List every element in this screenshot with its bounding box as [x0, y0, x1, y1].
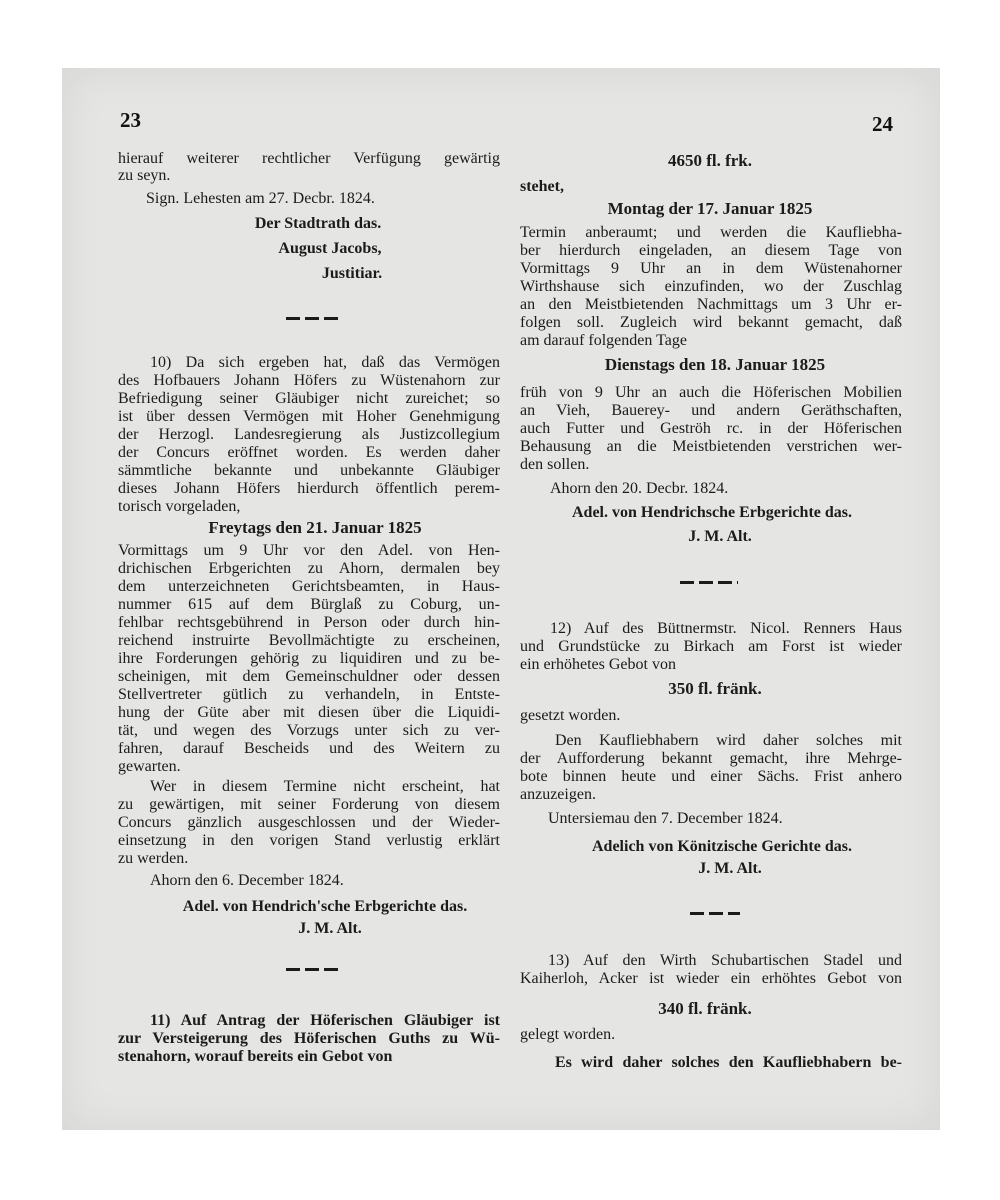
text-line: ber hierdurch eingeladen, an diesem Tage von [520, 242, 902, 259]
authority-line: Adel. von Hendrichsche Erbgerichte das. [572, 504, 852, 521]
text-line: zu werden. [118, 850, 189, 867]
right-column [520, 0, 902, 1140]
text-line: zu seyn. [118, 167, 171, 184]
text-line: den sollen. [520, 456, 590, 473]
text-line: der Herzogl. Landesregierung als Justizcollegium [118, 426, 500, 443]
signature-line: J. M. Alt. [688, 528, 752, 545]
signature-line: J. M. Alt. [298, 920, 362, 937]
text-line: fehlbar rechtsgebührend in Person oder durch hin- [118, 614, 500, 631]
text-line: am darauf folgenden Tage [520, 332, 687, 349]
text-line: und Grundstücke zu Birkach am Forst ist wieder [520, 638, 902, 655]
text-line: 10) Da sich ergeben hat, daß das Vermögen [150, 354, 500, 371]
section-divider [690, 912, 740, 915]
amount-line: 350 fl. fränk. [668, 679, 762, 698]
text-line: dem unterzeichneten Gerichtsbeamten, in Haus- [118, 578, 500, 595]
text-line: der Aufforderung bekannt gemacht, ihre Mehrge- [520, 750, 902, 767]
amount-line: 340 fl. fränk. [658, 999, 752, 1018]
text-line: zur Versteigerung des Höferischen Guths zu Wü- [118, 1030, 500, 1047]
text-line: Termin anberaumt; und werden die Kaufliebha- [520, 224, 902, 241]
text-line: einsetzung in den vorigen Stand verlustig erklärt [118, 832, 500, 849]
text-line: sämmtliche bekannte und unbekannte Gläubiger [118, 462, 500, 479]
text-line: bote binnen heute und einer Sächs. Frist anhero [520, 768, 902, 785]
section-divider [680, 581, 738, 584]
text-line: reichend instruirte Bevollmächtigte zu erscheinen, [118, 632, 500, 649]
text-line: gelegt worden. [520, 1026, 616, 1043]
text-line: hung der Güte aber mit diesen über die Liquidi- [118, 704, 500, 721]
page-number-left: 23 [120, 108, 141, 132]
signature-line: J. M. Alt. [698, 860, 762, 877]
text-line: Wirthshause sich einzufinden, wo der Zuschlag [520, 278, 902, 295]
text-line: gesetzt worden. [520, 707, 621, 724]
text-line: an Vieh, Bauerey- und andern Geräthschaften, [520, 402, 902, 419]
text-line: Kaiherloh, Acker ist wieder ein erhöhtes Gebot von [520, 970, 902, 987]
authority-line: Adel. von Hendrich'sche Erbgerichte das. [182, 898, 468, 915]
text-line: Es wird daher solches den Kaufliebhabern be- [555, 1054, 902, 1071]
text-line: Behausung an die Meistbietenden verstrichen wer- [520, 438, 902, 455]
signatory-title: Justitiar. [321, 265, 383, 282]
text-line: folgen soll. Zugleich wird bekannt gemacht, daß [520, 314, 902, 331]
left-column [118, 0, 500, 1140]
text-line: auch Futter und Geströh rc. in der Höferischen [520, 420, 902, 437]
text-line: scheinigen, mit dem Gemeinschuldner oder dessen [118, 668, 500, 685]
page-number-right: 24 [872, 112, 893, 136]
text-line: torisch vorgeladen, [118, 498, 241, 515]
text-line: 13) Auf den Wirth Schubartischen Stadel und [548, 952, 902, 969]
text-line: nummer 615 auf dem Bürglaß zu Coburg, un- [118, 596, 500, 613]
text-line: früh von 9 Uhr an auch die Höferischen Mobilien [520, 384, 902, 401]
text-line: zu gewärtigen, mit seiner Forderung von diesem [118, 796, 500, 813]
text-line: stehet, [520, 178, 564, 195]
date-heading: Montag der 17. Januar 1825 [607, 199, 813, 218]
text-line: Vormittags um 9 Uhr vor den Adel. von Hen- [118, 542, 500, 559]
text-line: hierauf weiterer rechtlicher Verfügung gewärtig [118, 150, 500, 167]
text-line: tät, und wegen des Vorzugs unter sich zu ver- [118, 722, 500, 739]
text-line: ein erhöhetes Gebot von [520, 656, 676, 673]
text-line: der Concurs eröffnet worden. Es werden daher [118, 444, 500, 461]
text-line: Stellvertreter gütlich zu verhandeln, in Entste- [118, 686, 500, 703]
place-date-line: Ahorn den 20. Decbr. 1824. [550, 480, 729, 497]
text-line: Wer in diesem Termine nicht erscheint, hat [150, 778, 500, 795]
text-line: Concurs gänzlich ausgeschlossen und der Wieder- [118, 814, 500, 831]
place-date-line: Ahorn den 6. December 1824. [150, 872, 344, 889]
text-line: Befriedigung seiner Gläubiger nicht zureichet; so [118, 390, 500, 407]
text-line: 11) Auf Antrag der Höferischen Gläubiger ist [150, 1012, 500, 1029]
text-line: 12) Auf des Büttnermstr. Nicol. Renners Haus [550, 620, 902, 637]
text-line: des Hofbauers Johann Höfers zu Wüstenahorn zur [118, 372, 500, 389]
text-line: an den Meistbietenden Nachmittags um 3 Uhr er- [520, 296, 902, 313]
date-heading: Dienstags den 18. Januar 1825 [604, 355, 826, 374]
section-divider [286, 317, 338, 320]
text-line: dieses Johann Höfers hierdurch öffentlich perem- [118, 480, 500, 497]
place-date-line: Sign. Lehesten am 27. Decbr. 1824. [146, 190, 375, 207]
place-date-line: Untersiemau den 7. December 1824. [548, 810, 783, 827]
text-line: gewarten. [118, 758, 181, 775]
text-line: fahren, darauf Bescheids und des Weitern zu [118, 740, 500, 757]
authority-line: Der Stadtrath das. [254, 215, 382, 232]
text-line: stenahorn, worauf bereits ein Gebot von [118, 1048, 393, 1065]
amount-line: 4650 fl. frk. [667, 151, 753, 170]
signature-line: August Jacobs, [278, 240, 382, 257]
text-line: ist über dessen Vermögen mit Hoher Genehmigung [118, 408, 500, 425]
text-line: Den Kaufliebhabern wird daher solches mit [555, 732, 902, 749]
text-line: drichischen Erbgerichten zu Ahorn, dermalen bey [118, 560, 500, 577]
text-line: Vormittags 9 Uhr an in dem Wüstenahorner [520, 260, 902, 277]
date-heading: Freytags den 21. Januar 1825 [208, 518, 422, 537]
authority-line: Adelich von Könitzische Gerichte das. [592, 838, 852, 855]
section-divider [286, 968, 341, 971]
text-line: anzuzeigen. [520, 786, 596, 803]
text-line: ihre Forderungen gehörig zu liquidiren und zu be- [118, 650, 500, 667]
